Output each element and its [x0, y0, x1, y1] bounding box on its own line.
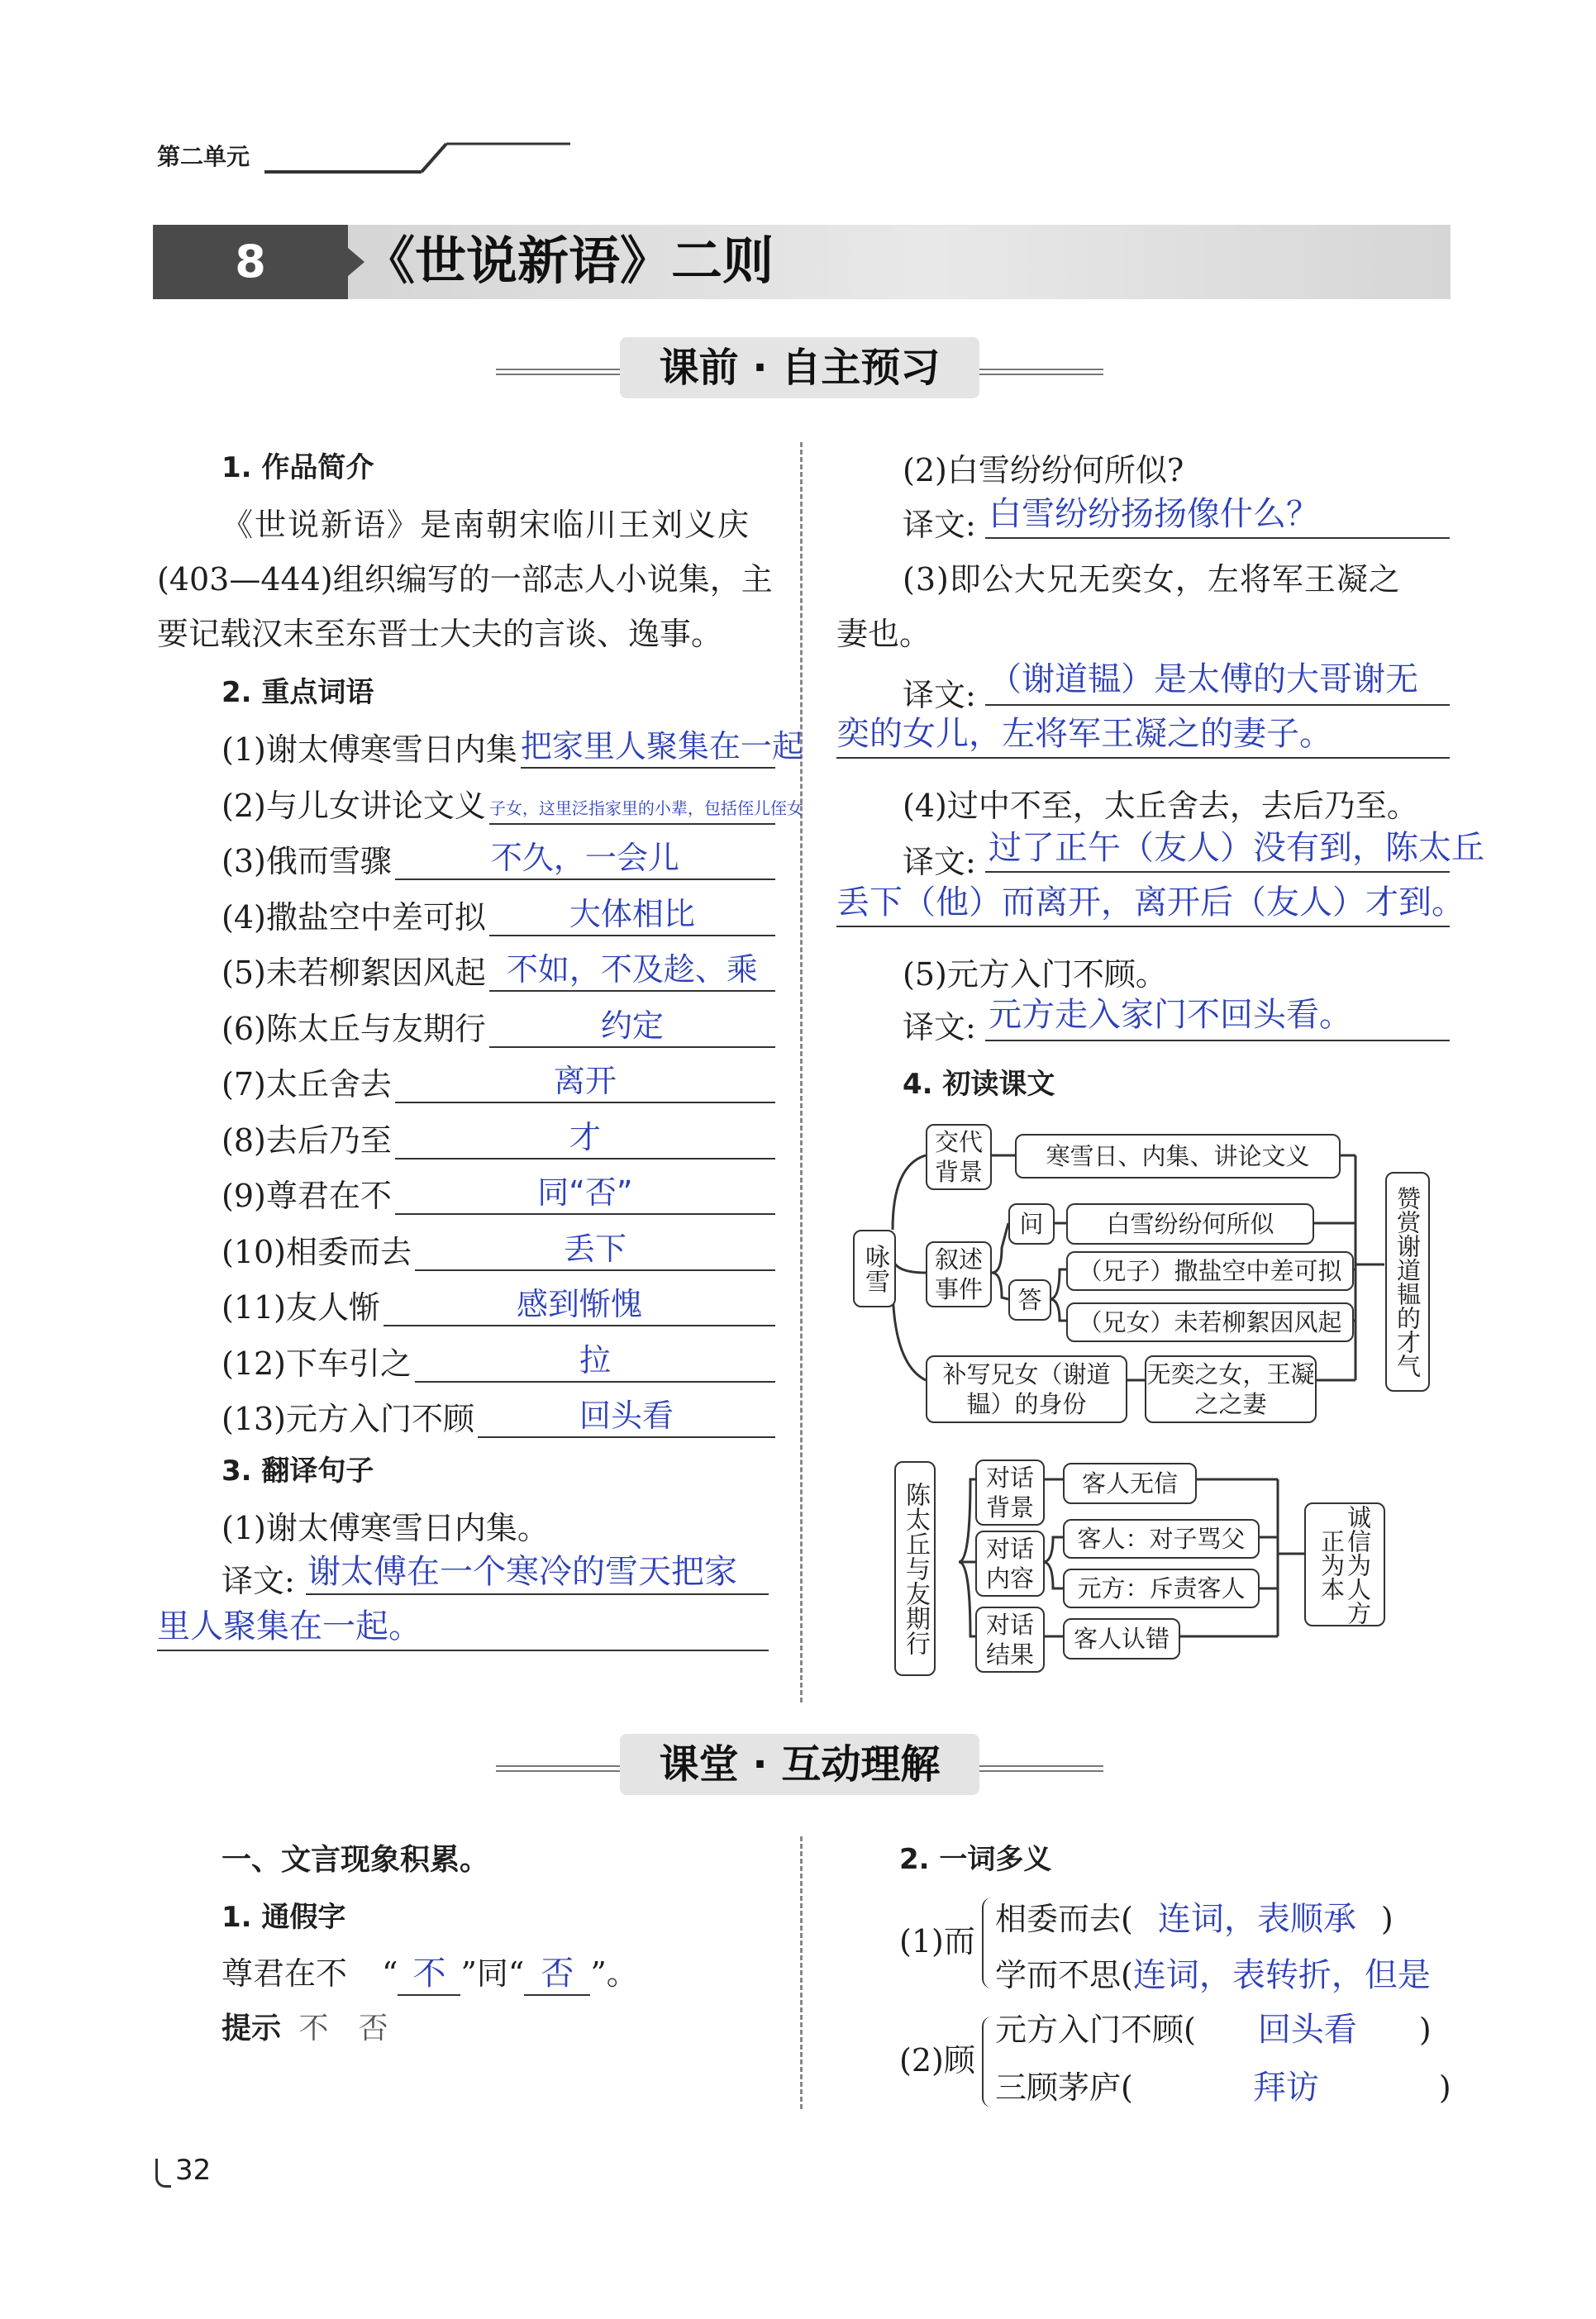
tongjia-answer-2[interactable]: 否	[524, 1947, 590, 1996]
node-answer-2: （兄女）未若柳絮因风起	[1066, 1302, 1354, 1342]
vocab-item	[222, 1282, 775, 1331]
answer-line	[521, 767, 775, 769]
vocab-answer[interactable]: 离开	[553, 1063, 617, 1099]
answer[interactable]: 连词，表顺承	[1157, 1900, 1356, 1938]
node-background-detail: 寒雪日、内集、讲论文义	[1015, 1134, 1341, 1179]
example-sentence: 元方入门不顾(	[995, 2012, 1196, 2048]
vocab-item	[222, 1059, 775, 1108]
vocab-item	[222, 947, 775, 997]
vocab-answer[interactable]: 才	[569, 1119, 601, 1155]
translation-5: 元方走入家门不回头看。	[989, 996, 1352, 1034]
section-title-class: 课堂 · 互动理解	[620, 1734, 979, 1795]
tongjia-end: ”。	[590, 1955, 638, 1992]
answer-line	[489, 935, 775, 936]
translation-1a: 谢太傅在一个寒冷的雪天把家	[307, 1553, 737, 1591]
vocab-question: (10)相委而去	[222, 1234, 412, 1270]
translate-heading: 3. 翻译句子	[222, 1455, 374, 1488]
answer-line	[985, 704, 1450, 706]
vocab-question: (3)俄而雪骤	[222, 843, 392, 879]
section-rule-right	[979, 369, 1103, 375]
hint-line	[222, 2005, 388, 2047]
tongjia-answer-1[interactable]: 不	[398, 1947, 460, 1996]
tongjia-mid: ”同“	[460, 1955, 525, 1992]
node-dialog-result-detail: 客人认错	[1063, 1618, 1180, 1659]
vocab-answer[interactable]: 丢下	[564, 1231, 627, 1267]
intro-heading: 1. 作品简介	[222, 451, 374, 484]
answer-line	[985, 537, 1450, 539]
vocab-answer[interactable]: 拉	[579, 1342, 612, 1379]
vocab-item	[222, 1003, 775, 1053]
translation-2: 白雪纷纷扬扬像什么？	[989, 495, 1319, 533]
translation-label-1: 译文:	[222, 1563, 295, 1599]
vocab-question: (4)撒盐空中差可拟	[222, 899, 486, 936]
translation-label-4: 译文:	[903, 844, 976, 880]
answer-line	[384, 1325, 775, 1326]
intro-line-2: (403—444)组织编写的一部志人小说集，主	[157, 561, 773, 598]
reading-heading: 4. 初读课文	[903, 1068, 1055, 1101]
polysemy-heading: 2. 一词多义	[899, 1843, 1052, 1876]
sentence-4: (4)过中不至，太丘舍去，去后乃至。	[903, 788, 1418, 824]
vocab-answer[interactable]: 子女，这里泛指家里的小辈，包括侄儿侄女	[488, 798, 803, 818]
translation-3b: 奕的女儿，左将军王凝之的妻子。	[836, 715, 1332, 753]
polysemy-er-2	[995, 1949, 1431, 1996]
vocab-item	[222, 1226, 775, 1276]
answer-line	[478, 1436, 775, 1438]
vocab-answer[interactable]: 感到惭愧	[517, 1286, 643, 1322]
brace	[982, 1898, 995, 1988]
hint-label: 提示	[222, 2012, 282, 2045]
sentence-1: (1)谢太傅寒雪日内集。	[222, 1510, 549, 1546]
answer-line	[306, 1593, 769, 1595]
column-divider	[800, 1836, 803, 2109]
node-dialog-content-1: 客人：对子骂父	[1063, 1519, 1260, 1559]
answer-line	[395, 1102, 775, 1103]
sentence-2: (2)白雪纷纷何所似?	[903, 452, 1184, 488]
translation-4b: 丢下（他）而离开，离开后（友人）才到。	[836, 883, 1465, 921]
answer[interactable]: 连词，表转折，但是	[1132, 1956, 1431, 1994]
vocab-heading: 2. 重点词语	[222, 676, 374, 709]
section-rule-right	[979, 1765, 1103, 1772]
node-conclusion: 赞赏谢道韫的才气	[1385, 1172, 1430, 1392]
vocab-answer[interactable]: 约定	[600, 1007, 664, 1044]
answer-line	[489, 823, 775, 825]
node-dialog-content-2: 元方：斥责客人	[1063, 1569, 1260, 1608]
vocab-question: (5)未若柳絮因风起	[222, 955, 486, 991]
node-background: 交代背景	[926, 1124, 992, 1190]
vocab-question: (9)尊君在不	[222, 1178, 392, 1214]
polysemy-gu-2	[995, 2061, 1451, 2108]
polysemy-er-1	[995, 1893, 1394, 1940]
vocab-item	[222, 836, 775, 885]
node-event: 叙述事件	[926, 1241, 992, 1307]
sentence-3b: 妻也。	[836, 616, 931, 652]
vocab-question: (2)与儿女讲论文义	[222, 788, 486, 824]
vocab-item	[222, 1115, 775, 1164]
vocab-question: (6)陈太丘与友期行	[222, 1011, 486, 1047]
node-dialog-result: 对话结果	[975, 1607, 1045, 1673]
node-supplement: 补写兄女（谢道韫）的身份	[926, 1355, 1127, 1423]
brace	[982, 2017, 995, 2107]
node-ask-detail: 白雪纷纷何所似	[1066, 1203, 1314, 1245]
answer-line	[836, 757, 1450, 759]
answer-line	[395, 1213, 775, 1215]
answer-line	[489, 990, 775, 992]
close-paren: )	[1418, 2012, 1432, 2048]
sentence-5: (5)元方入门不顾。	[903, 956, 1167, 993]
banner-arrow	[348, 248, 364, 276]
sentence-3a: (3)即公大兄无奕女，左将军王凝之	[903, 561, 1401, 598]
node-answer: 答	[1008, 1279, 1051, 1321]
section-rule-left	[496, 1765, 620, 1772]
section-rule-left	[496, 369, 620, 375]
vocab-item	[222, 892, 775, 941]
node-root: 陈太丘与友期行	[894, 1461, 936, 1676]
vocab-item	[222, 780, 803, 830]
vocab-item	[222, 1393, 775, 1443]
unit-label: 第二单元	[157, 143, 250, 170]
node-conclusion: 诚信为人方正为本	[1304, 1502, 1385, 1626]
close-paren: )	[1380, 1901, 1394, 1937]
vocab-answer[interactable]: 回头看	[579, 1398, 674, 1434]
page-number-bracket	[155, 2159, 171, 2188]
node-answer-1: （兄子）撒盐空中差可拟	[1066, 1251, 1354, 1291]
vocab-question: (13)元方入门不顾	[222, 1401, 475, 1437]
answer-line	[415, 1381, 775, 1383]
tongjia-text: 尊君在不	[222, 1955, 348, 1992]
example-sentence: 三顾茅庐(	[995, 2069, 1133, 2106]
vocab-item	[222, 724, 803, 774]
answer[interactable]: 拜访	[1252, 2069, 1319, 2107]
node-supplement-detail: 无奕之女，王凝之之妻	[1145, 1355, 1317, 1423]
column-divider	[800, 442, 803, 1702]
lesson-title: 《世说新语》二则	[364, 231, 774, 291]
answer[interactable]: 回头看	[1257, 2011, 1357, 2049]
translation-label-2: 译文:	[903, 507, 976, 543]
node-dialog-content: 对话内容	[975, 1531, 1045, 1597]
close-paren: )	[1438, 2069, 1451, 2106]
example-sentence: 相委而去(	[995, 1901, 1133, 1937]
answer-line	[836, 926, 1450, 927]
vocab-question: (11)友人惭	[222, 1289, 381, 1326]
tongjia-heading: 1. 通假字	[222, 1901, 346, 1934]
polysemy-gu-1	[995, 2003, 1432, 2050]
vocab-question: (12)下车引之	[222, 1345, 412, 1382]
translation-3a: （谢道韫）是太傅的大哥谢无	[989, 660, 1418, 698]
node-ask: 问	[1008, 1203, 1055, 1245]
translation-label-5: 译文:	[903, 1009, 976, 1045]
lesson-number: 8	[153, 225, 348, 299]
intro-line-3: 要记载汉末至东晋士大夫的言谈、逸事。	[157, 616, 723, 652]
vocab-question: (8)去后乃至	[222, 1122, 392, 1159]
example-sentence: 学而不思(	[995, 1957, 1133, 1993]
class-heading-1: 一、文言现象积累。	[222, 1843, 490, 1877]
answer-line	[985, 1040, 1450, 1041]
vocab-question: (1)谢太傅寒雪日内集	[222, 731, 517, 768]
vocab-item	[222, 1170, 775, 1220]
vocab-answer[interactable]: 不久，一会儿	[490, 840, 679, 876]
answer-line	[415, 1269, 775, 1271]
vocab-answer[interactable]: 同“否”	[537, 1174, 633, 1211]
vocab-answer[interactable]: 不如，不及趁、乘	[506, 951, 758, 988]
translation-1b: 里人聚集在一起。	[157, 1607, 422, 1645]
intro-line-1: 《世说新语》是南朝宋临川王刘义庆	[222, 507, 751, 543]
answer-line	[395, 1158, 775, 1160]
answer-line	[985, 871, 1450, 873]
section-title-preview: 课前 · 自主预习	[620, 337, 979, 398]
answer-line	[157, 1650, 769, 1651]
vocab-answer[interactable]: 大体相比	[569, 896, 695, 932]
page-number: 32	[175, 2154, 212, 2187]
vocab-question: (7)太丘舍去	[222, 1066, 392, 1102]
node-dialog-background-detail: 客人无信	[1063, 1463, 1197, 1504]
hint-text: 不 否	[298, 2012, 388, 2045]
node-root: 咏雪	[853, 1230, 896, 1307]
vocab-answer[interactable]: 把家里人聚集在一起	[520, 728, 803, 764]
translation-4a: 过了正午（友人）没有到，陈太丘	[989, 829, 1484, 867]
polysemy-gu-label: (2)顾	[899, 2042, 975, 2079]
header-rule	[264, 139, 579, 180]
vocab-item	[222, 1338, 775, 1388]
translation-label-3: 译文:	[903, 677, 976, 713]
node-dialog-background: 对话背景	[975, 1459, 1045, 1526]
tongjia-line: 尊君在不 “ 不 ”同“ 否 ”。	[222, 1947, 638, 1996]
polysemy-er-label: (1)而	[899, 1923, 975, 1959]
answer-line	[489, 1046, 775, 1048]
answer-line	[395, 879, 775, 880]
